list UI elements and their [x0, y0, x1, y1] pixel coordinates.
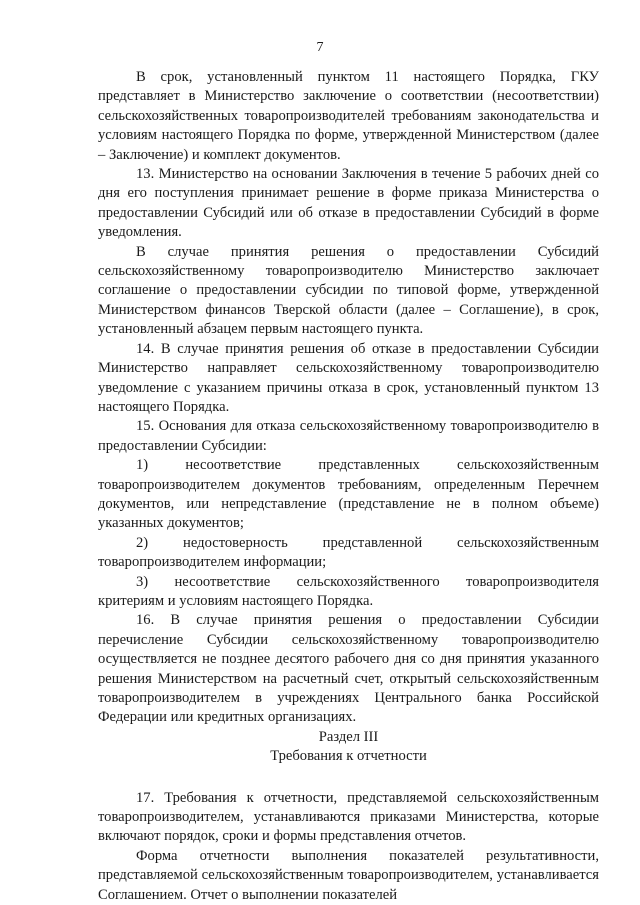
paragraph-13: 13. Министерство на основании Заключения в течение 5 рабочих дней со дня его поступления принимает решение в форме приказа Министерства о предоставлении Субсидий или об отказе в предоставлении Субсидий в форме уведомления. [98, 166, 599, 241]
page-number: 7 [316, 40, 324, 55]
paragraph-14: 14. В случае принятия решения об отказе в предоставлении Субсидии Министерство направляет сельскохозяйственному товаропроизводителю уведомление с указанием причины отказа в срок, установленный пунктом 13 настоящего Порядка. [98, 340, 599, 415]
paragraph-agreement: В случае принятия решения о предоставлении Субсидий сельскохозяйственному товаропроизводителю Министерство заключает соглашение о предоставлении субсидии по типовой форме, утвержденной Министерством финансов Тверской области (далее – Соглашение), в срок, установленный абзацем первым настоящего пункта. [98, 243, 599, 338]
paragraph-17: 17. Требования к отчетности, представляемой сельскохозяйственным товаропроизводителем, устанавливаются приказами Министерства, которые включают порядок, сроки и формы представления отчетов. [98, 789, 599, 845]
paragraph-report-form: Форма отчетности выполнения показателей результативности, представляемой сельскохозяйственным товаропроизводителем, устанавливается Соглашением. Отчет о выполнении показателей [98, 847, 599, 903]
paragraph-16: 16. В случае принятия решения о предоставлении Субсидии перечисление Субсидии сельскохозяйственному товаропроизводителю осуществляется не позднее десятого рабочего дня со дня принятия указанного решения Министерством на расчетный счет, открытый сельскохозяйственным товаропроизводителем в учреждениях Центрального банка Российской Федерации или кредитных организациях. [98, 612, 599, 726]
paragraph-15: 15. Основания для отказа сельскохозяйственному товаропроизводителю в предоставлении Субсидии: [98, 418, 599, 454]
paragraph-gku-conclusion: В срок, установленный пунктом 11 настоящего Порядка, ГКУ представляет в Министерство заключение о соответствии (несоответствии) сельскохозяйственных товаропроизводителей требованиям законодательства и условиям настоящего Порядка по форме, утвержденной Министерством (далее – Заключение) и комплект документов. [98, 69, 599, 163]
document-body [98, 68, 599, 905]
section-number: Раздел III [318, 728, 379, 745]
list-item-3: 3) несоответствие сельскохозяйственного товаропроизводителя критериям и условиям настоящего Порядка. [98, 573, 599, 609]
section-title: Требования к отчетности [270, 748, 427, 765]
list-item-1: 1) несоответствие представленных сельскохозяйственным товаропроизводителем документов требованиям, определенным Перечнем документов, или непредставление (представление не в полном объеме) указанных документов; [98, 457, 599, 532]
list-item-2: 2) недостоверность представленной сельскохозяйственным товаропроизводителем информации; [98, 534, 599, 571]
